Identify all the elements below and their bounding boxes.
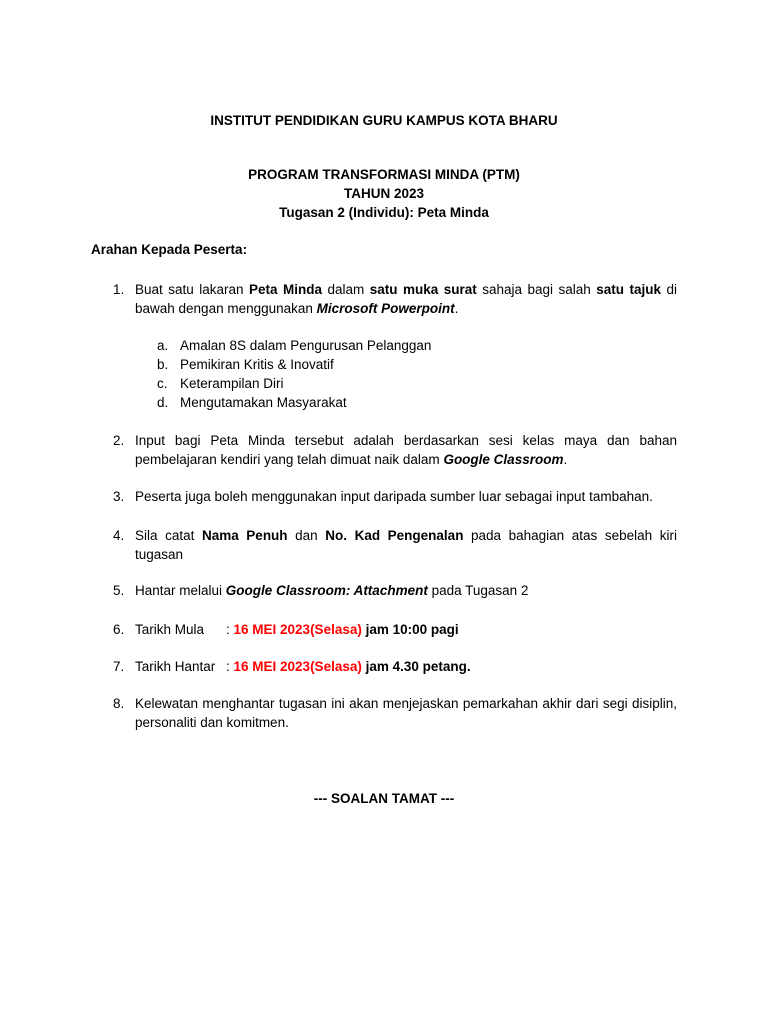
body-text: . bbox=[454, 301, 459, 316]
sub-item-topic: Pemikiran Kritis & Inovatif bbox=[180, 357, 334, 372]
body-text: Peserta juga boleh menggunakan input daripada sumber luar sebagai input tambahan. bbox=[135, 489, 653, 504]
sub-item-letter: a. bbox=[157, 338, 169, 353]
item-number: 3. bbox=[113, 489, 125, 504]
instruction-item-2 bbox=[135, 431, 677, 469]
instruction-item-6 bbox=[135, 620, 677, 639]
date-highlight: 16 MEI 2023(Selasa) bbox=[233, 659, 362, 674]
bold-text: jam 4.30 petang. bbox=[361, 659, 471, 674]
body-text: Buat satu lakaran bbox=[135, 282, 250, 297]
sub-item-letter: b. bbox=[157, 357, 169, 372]
body-text: Sila catat bbox=[135, 528, 202, 543]
bold-text: No. Kad Pengenalan bbox=[325, 528, 464, 543]
bold-italic-text: Microsoft Powerpoint bbox=[316, 301, 455, 316]
item-number: 4. bbox=[113, 528, 125, 543]
program-title: PROGRAM TRANSFORMASI MINDA (PTM) bbox=[248, 167, 520, 182]
sub-item-topic: Mengutamakan Masyarakat bbox=[180, 395, 347, 410]
instruction-item-1 bbox=[135, 280, 677, 318]
instruction-item-3 bbox=[135, 487, 677, 506]
body-text: : bbox=[226, 659, 234, 674]
body-text: Input bagi Peta Minda tersebut adalah berdasarkan sesi kelas maya dan bahan pembelajaran kendiri yang telah dimuat naik dalam bbox=[135, 433, 677, 467]
bold-text: jam 10:00 pagi bbox=[361, 622, 459, 637]
date-highlight: 16 MEI 2023(Selasa) bbox=[233, 622, 362, 637]
date-label: Tarikh Mula bbox=[135, 622, 205, 637]
body-text: . bbox=[563, 452, 568, 467]
item-number: 6. bbox=[113, 622, 125, 637]
institution-title: INSTITUT PENDIDIKAN GURU KAMPUS KOTA BHARU bbox=[210, 113, 558, 128]
year-title: TAHUN 2023 bbox=[343, 186, 425, 201]
item-number: 5. bbox=[113, 583, 125, 598]
bold-italic-text: Google Classroom bbox=[443, 452, 564, 467]
body-text: pada Tugasan 2 bbox=[427, 583, 529, 598]
body-text: dalam bbox=[322, 282, 370, 297]
body-text: sahaja bagi salah bbox=[476, 282, 597, 297]
instruction-item-7 bbox=[135, 657, 677, 676]
item-number: 8. bbox=[113, 696, 125, 711]
assignment-title: Tugasan 2 (Individu): Peta Minda bbox=[279, 205, 489, 220]
item-number: 2. bbox=[113, 433, 125, 448]
sub-item-letter: d. bbox=[157, 395, 169, 410]
instruction-item-8 bbox=[135, 694, 677, 732]
item-number: 7. bbox=[113, 659, 125, 674]
end-marker: --- SOALAN TAMAT --- bbox=[313, 791, 455, 806]
instruction-item-4 bbox=[135, 526, 677, 564]
instructions-heading: Arahan Kepada Peserta: bbox=[91, 242, 248, 257]
instruction-item-5 bbox=[135, 581, 677, 600]
bold-text: Peta Minda bbox=[249, 282, 323, 297]
body-text: Hantar melalui bbox=[135, 583, 226, 598]
body-text: di bawah dengan menggunakan bbox=[135, 282, 677, 316]
sub-item-topic: Keterampilan Diri bbox=[180, 376, 284, 391]
sub-item-letter: c. bbox=[157, 376, 168, 391]
bold-italic-text: Google Classroom: Attachment bbox=[225, 583, 428, 598]
bold-text: Nama Penuh bbox=[201, 528, 288, 543]
body-text: : bbox=[226, 622, 234, 637]
item-number: 1. bbox=[113, 282, 125, 297]
body-text: dan bbox=[287, 528, 326, 543]
date-label: Tarikh Hantar bbox=[135, 659, 216, 674]
body-text: pada bahagian atas sebelah kiri tugasan bbox=[135, 528, 677, 562]
bold-text: satu muka surat bbox=[369, 282, 477, 297]
bold-text: satu tajuk bbox=[596, 282, 661, 297]
sub-item-topic: Amalan 8S dalam Pengurusan Pelanggan bbox=[180, 338, 432, 353]
body-text: Kelewatan menghantar tugasan ini akan menjejaskan pemarkahan akhir dari segi disiplin, personaliti dan komitmen. bbox=[135, 696, 677, 730]
